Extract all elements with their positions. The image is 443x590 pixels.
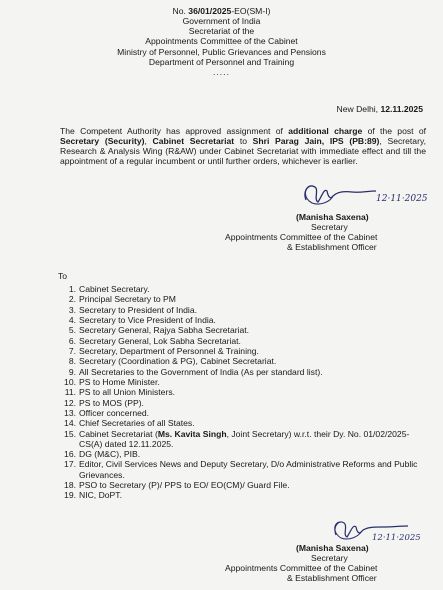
signatory-committee: Appointments Committee of the Cabinet [225,563,378,574]
handwritten-signature-icon [300,178,435,208]
list-item: 10. PS to Home Minister. [64,376,160,387]
list-item: 1. Cabinet Secretary. [68,284,150,294]
signatory-role: & Establishment Officer [287,242,377,253]
distribution-list [52,284,432,501]
order-number: No. 36/01/2025-EO(SM-I) [172,6,271,16]
signatory-committee: Appointments Committee of the Cabinet [225,232,378,243]
list-item: 5. Secretary General, Rajya Sabha Secretariat. [68,325,250,336]
list-item: 16. DG (M&C), PIB. [64,449,141,460]
list-item: 9. All Secretaries to the Government of India (As per standard list). [68,366,323,377]
list-item: 7. Secretary, Department of Personnel & Training. [68,345,259,356]
list-item: 18. PSO to Secretary (P)/ PPS to EO/ EO(CM)/ Guard File. [64,479,290,490]
handwritten-date: 12·11·2025 [376,194,428,204]
order-paragraph: The Competent Authority has approved assignment of additional charge of the post of Secretary (Security), Cabinet Secretariat to Shri Parag Jain, IPS (PB:89), Secretary, Research & Analysis Wing (R&AW) under Cabinet Secretariat with immediate effect and till the appointment of a regular incumbent or until further orders, whichever is earlier. [60,126,427,167]
signatory-title: Secretary [311,222,348,233]
header-line: Department of Personnel and Training [148,56,295,67]
list-item: 8. Secretary (Coordination & PG), Cabinet Secretariat. [68,356,277,367]
issue-date: New Delhi, 12.11.2025 [336,104,423,114]
header-line: Ministry of Personnel, Public Grievances and Pensions [117,46,326,57]
letterhead [0,6,443,77]
list-item: 4. Secretary to Vice President of India. [68,314,216,325]
header-line: Government of India [182,16,261,27]
list-item: 2. Principal Secretary to PM [68,294,176,305]
list-item: 14. Chief Secretaries of all States. [64,418,195,429]
handwritten-signature-icon [330,515,438,543]
list-item: 13. Officer concerned. [64,407,150,418]
list-item: 17. Editor, Civil Services News and Deputy Secretary, D/o Administrative Reforms and Public Grievances. [64,459,418,480]
list-item: 12. PS to MOS (PP). [64,397,144,408]
header-line: Secretariat of the [188,26,255,37]
signature-block [225,543,441,584]
list-item: 11. PS to all Union Ministers. [64,387,175,398]
signatory-role: & Establishment Officer [287,573,377,584]
to-label: To [58,271,68,281]
signatory-name: (Manisha Saxena) [296,212,369,222]
signatory-name: (Manisha Saxena) [296,543,369,553]
signatory-title: Secretary [311,553,348,564]
list-item: 19. NIC, DoPT. [64,490,122,501]
header-line: Appointments Committee of the Cabinet [145,36,298,47]
list-item: 6. Secretary General, Lok Sabha Secretariat. [68,335,241,346]
signature-block [225,212,441,253]
list-item: 3. Secretary to President of India. [68,304,197,315]
handwritten-date: 12·11·2025 [372,533,421,543]
list-item: 15. Cabinet Secretariat (Ms. Kavita Singh, Joint Secretary) w.r.t. their Dy. No. 01/02/2025-CS(A) dated 12.11.2025. [64,428,410,449]
header-dots: ..... [213,66,230,77]
